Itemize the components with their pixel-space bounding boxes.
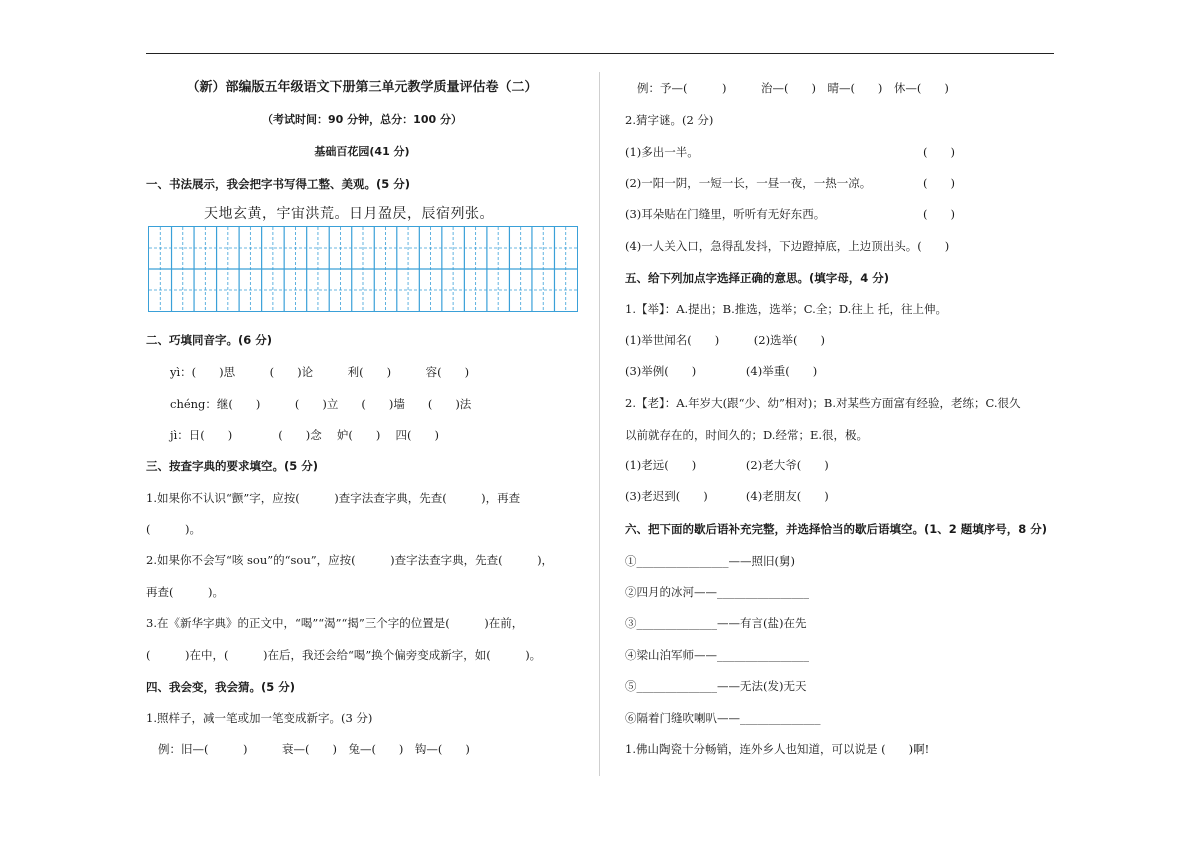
part-title: 基础百花园(41 分) (314, 145, 410, 158)
q3-line: ( )在中，( )在后，我还会给“喝”换个偏旁变成新字，如( )。 (146, 648, 542, 662)
riddle-1: (1)多出一半。 (625, 145, 699, 159)
q5-line: (3)举例( ) (4)举重( ) (625, 364, 818, 378)
q2-row-cheng: chéng：继( ) ( )立 ( )墙 ( )法 (170, 397, 472, 411)
q3-line: 再查( )。 (146, 585, 224, 599)
writing-grid[interactable] (148, 226, 578, 312)
q1-sample-text: 天地玄黄，宇宙洪荒。日月盈昃，辰宿列张。 (204, 206, 494, 222)
q2-row-yi: yì：( )思 ( )论 利( ) 容( ) (170, 365, 470, 379)
q6-heading: 六、把下面的歇后语补充完整，并选择恰当的歇后语填空。(1、2 题填序号，8 分) (625, 522, 1048, 536)
q2-heading: 二、巧填同音字。(6 分) (146, 333, 273, 347)
exam-subtitle: （考试时间：90 分钟，总分：100 分） (262, 113, 462, 126)
q3-line: 2.如果你不会写“咳 sou”的“sou”，应按( )查字法查字典，先查( )， (146, 553, 554, 567)
riddle-2-blank: ( ) (923, 176, 955, 190)
riddle-3: (3)耳朵贴在门缝里，听听有无好东西。 (625, 207, 826, 221)
q6-line: ④梁山泊军师——________________ (625, 648, 809, 662)
q6-line: ②四月的冰河——________________ (625, 585, 809, 599)
q6-line: ⑥隔着门缝吹喇叭——______________ (625, 711, 821, 725)
q4-example-1: 例：旧—( ) 衰—( ) 兔—( ) 钩—( ) (158, 742, 470, 756)
exam-title: （新）部编版五年级语文下册第三单元教学质量评估卷（二） (186, 80, 538, 95)
q3-heading: 三、按查字典的要求填空。(5 分) (146, 459, 319, 473)
q5-line: (3)老迟到( ) (4)老朋友( ) (625, 489, 829, 503)
riddle-1-blank: ( ) (923, 145, 955, 159)
top-rule (146, 53, 1054, 54)
q2-row-ji: jì：日( ) ( )念 妒( ) 四( ) (170, 428, 439, 442)
q3-line: 1.如果你不认识“颤”字，应按( )查字法查字典，先查( )，再查 (146, 491, 521, 505)
writing-grid-lines (149, 227, 579, 313)
riddle-heading: 2.猜字谜。(2 分) (625, 113, 714, 127)
column-divider (599, 72, 600, 776)
q5-line: 1.【举】：A.提出；B.推选，选举；C.全；D.往上 托，往上伸。 (625, 302, 947, 316)
q6-line: ③______________——有言(盐)在先 (625, 616, 807, 630)
q5-heading: 五、给下列加点字选择正确的意思。(填字母，4 分) (625, 271, 890, 285)
q3-line: ( )。 (146, 522, 201, 536)
q6-line: 1.佛山陶瓷十分畅销，连外乡人也知道，可以说是 ( )啊! (625, 742, 930, 756)
riddle-4: (4)一人关入口，急得乱发抖，下边蹬掉底，上边顶出头。( ) (625, 239, 950, 253)
riddle-2: (2)一阳一阴，一短一长，一昼一夜，一热一凉。 (625, 176, 872, 190)
q4-sub1: 1.照样子，减一笔或加一笔变成新字。(3 分) (146, 711, 373, 725)
q5-line: (1)老远( ) (2)老大爷( ) (625, 458, 829, 472)
q1-heading: 一、书法展示，我会把字书写得工整、美观。(5 分) (146, 177, 411, 191)
q5-line: 以前就存在的，时间久的；D.经常；E.很，极。 (625, 428, 869, 442)
q6-line: ①________________——照旧(舅) (625, 554, 795, 568)
q4-example-2: 例：予—( ) 治—( ) 晴—( ) 休—( ) (637, 81, 949, 95)
q3-line: 3.在《新华字典》的正文中，“喝”“渴”“揭”三个字的位置是( )在前， (146, 616, 524, 630)
q4-heading: 四、我会变，我会猜。(5 分) (146, 680, 296, 694)
riddle-3-blank: ( ) (923, 207, 955, 221)
q5-line: (1)举世闻名( ) (2)选举( ) (625, 333, 826, 347)
q6-line: ⑤______________——无法(发)无天 (625, 679, 807, 693)
q5-line: 2.【老】：A.年岁大(跟“少、幼”相对)；B.对某些方面富有经验，老练；C.很久 (625, 396, 1021, 410)
